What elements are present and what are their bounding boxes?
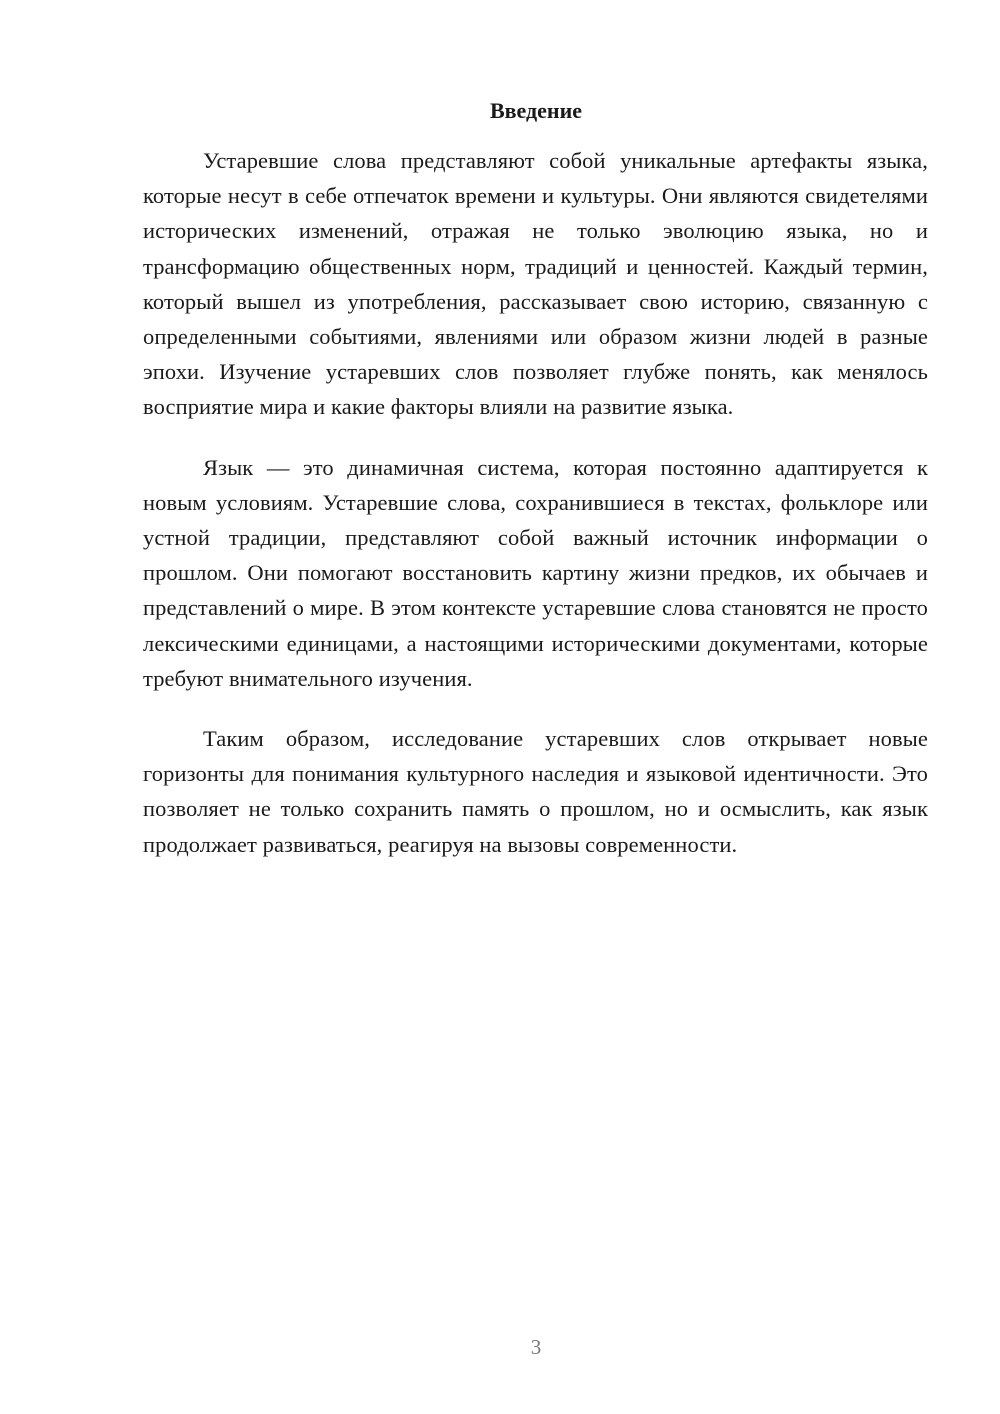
section-title: Введение: [489, 98, 583, 123]
document-body: [143, 143, 928, 887]
paragraph-3: Таким образом, исследование устаревших слов открывает новые горизонты для понимания культурного наследия и языковой идентичности. Это позволяет не только сохранить память о прошлом, но и осмыслить, как язык продолжает развиваться, реагируя на вызовы современности.: [143, 726, 928, 857]
paragraph-1: Устаревшие слова представляют собой уникальные артефакты языка, которые несут в себе отпечаток времени и культуры. Они являются свидетелями исторических изменений, отражая не только эволюцию языка, но и трансформацию общественных норм, традиций и ценностей. Каждый термин, который вышел из употребления, рассказывает свою историю, связанную с определенными событиями, явлениями или образом жизни людей в разные эпохи. Изучение устаревших слов позволяет глубже понять, как менялось восприятие мира и какие факторы влияли на развитие языка.: [143, 148, 928, 420]
paragraph-2: Язык — это динамичная система, которая постоянно адаптируется к новым условиям. Устаревшие слова, сохранившиеся в текстах, фольклоре или устной традиции, представляют собой важный источник информации о прошлом. Они помогают восстановить картину жизни предков, их обычаев и представлений о мире. В этом контексте устаревшие слова становятся не просто лексическими единицами, а настоящими историческими документами, которые требуют внимательного изучения.: [143, 454, 928, 691]
page-number: 3: [530, 1335, 542, 1359]
